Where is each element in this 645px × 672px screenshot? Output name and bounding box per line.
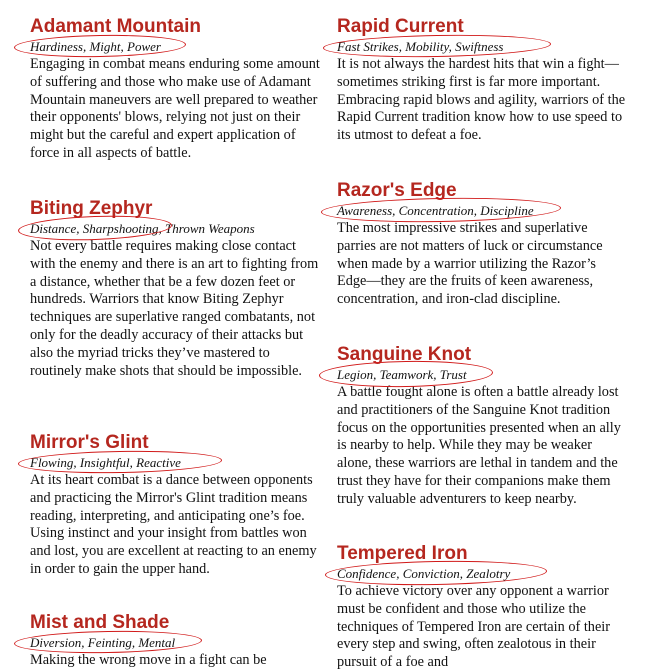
section-body: Engaging in combat means enduring some amount of suffering and those who make use of Adamant Mountain maneuvers are well prepared to weather their opponents' blows, relying not just on their might but the careful and expert application of force in all aspects of battle. (30, 56, 320, 161)
section-rapid-current (337, 16, 627, 145)
section-tags: Confidence, Conviction, Zealotry (337, 566, 511, 581)
section-title: Razor's Edge (337, 180, 457, 201)
section-title: Mist and Shade (30, 612, 170, 633)
section-tags: Legion, Teamwork, Trust (337, 367, 467, 382)
section-body: Not every battle requires making close contact with the enemy and there is an art to fighting from a distance, whether that be a few dozen feet or hundreds. Warriors that know Biting Zephyr techniques are superlative ranged combatants, not only for the deadly accuracy of their attacks but also the myriad tricks they’ve mastered to routinely make shots that should be impossible. (30, 238, 319, 379)
section-razors-edge (337, 180, 627, 309)
section-title: Mirror's Glint (30, 432, 149, 453)
section-body: Making the wrong move in a fight can be (30, 652, 267, 668)
section-mirrors-glint (30, 432, 320, 579)
section-body: To achieve victory over any opponent a warrior must be confident and those who utilize the techniques of Tempered Iron are certain of their every step and swing, often zealotous in their pursuit of a foe and (337, 583, 611, 671)
section-mist-and-shade (30, 612, 320, 670)
section-title: Sanguine Knot (337, 344, 472, 365)
section-title: Adamant Mountain (30, 16, 201, 37)
section-body: It is not always the hardest hits that win a fight—sometimes striking first is far more important. Embracing rapid blows and agility, warriors of the Rapid Current tradition know how to use speed to its utmost to defeat a foe. (337, 56, 626, 144)
tags-row (30, 454, 320, 472)
tags-row (30, 38, 320, 56)
section-adamant-mountain (30, 16, 320, 163)
section-tags: Flowing, Insightful, Reactive (30, 455, 181, 470)
tags-row (337, 202, 627, 220)
tags-row (337, 366, 627, 384)
section-body: A battle fought alone is often a battle already lost and practitioners of the Sanguine Knot tradition focus on the opportunities presented when an ally is nearby to help. While they may be weaker alone, these warriors are lethal in tandem and the trust they have for their companions make them truly valuable adventurers to keep nearby. (337, 384, 621, 507)
section-tags: Hardiness, Might, Power (30, 39, 161, 54)
section-body: At its heart combat is a dance between opponents and practicing the Mirror's Glint tradition means reading, interpreting, and anticipating one’s foe. Using instinct and your insight from battles won and lost, you are excellent at reacting to an enemy in order to gain the upper hand. (30, 472, 317, 577)
section-body: The most impressive strikes and superlative parries are not matters of luck or circumstance when made by a warrior utilizing the Razor’s Edge—they are the fruits of keen awareness, concentration, and iron-clad discipline. (337, 220, 603, 308)
section-sanguine-knot (337, 344, 627, 509)
tags-row (337, 565, 627, 583)
section-tempered-iron (337, 543, 627, 672)
section-biting-zephyr (30, 198, 320, 380)
section-tags: Distance, Sharpshooting, Thrown Weapons (30, 221, 255, 236)
section-title: Tempered Iron (337, 543, 468, 564)
section-tags: Diversion, Feinting, Mental (30, 635, 176, 650)
section-title: Biting Zephyr (30, 198, 153, 219)
section-title: Rapid Current (337, 16, 464, 37)
section-tags: Awareness, Concentration, Discipline (337, 203, 534, 218)
tags-row (337, 38, 627, 56)
section-tags: Fast Strikes, Mobility, Swiftness (337, 39, 504, 54)
tags-row (30, 634, 320, 652)
tags-row (30, 220, 320, 238)
